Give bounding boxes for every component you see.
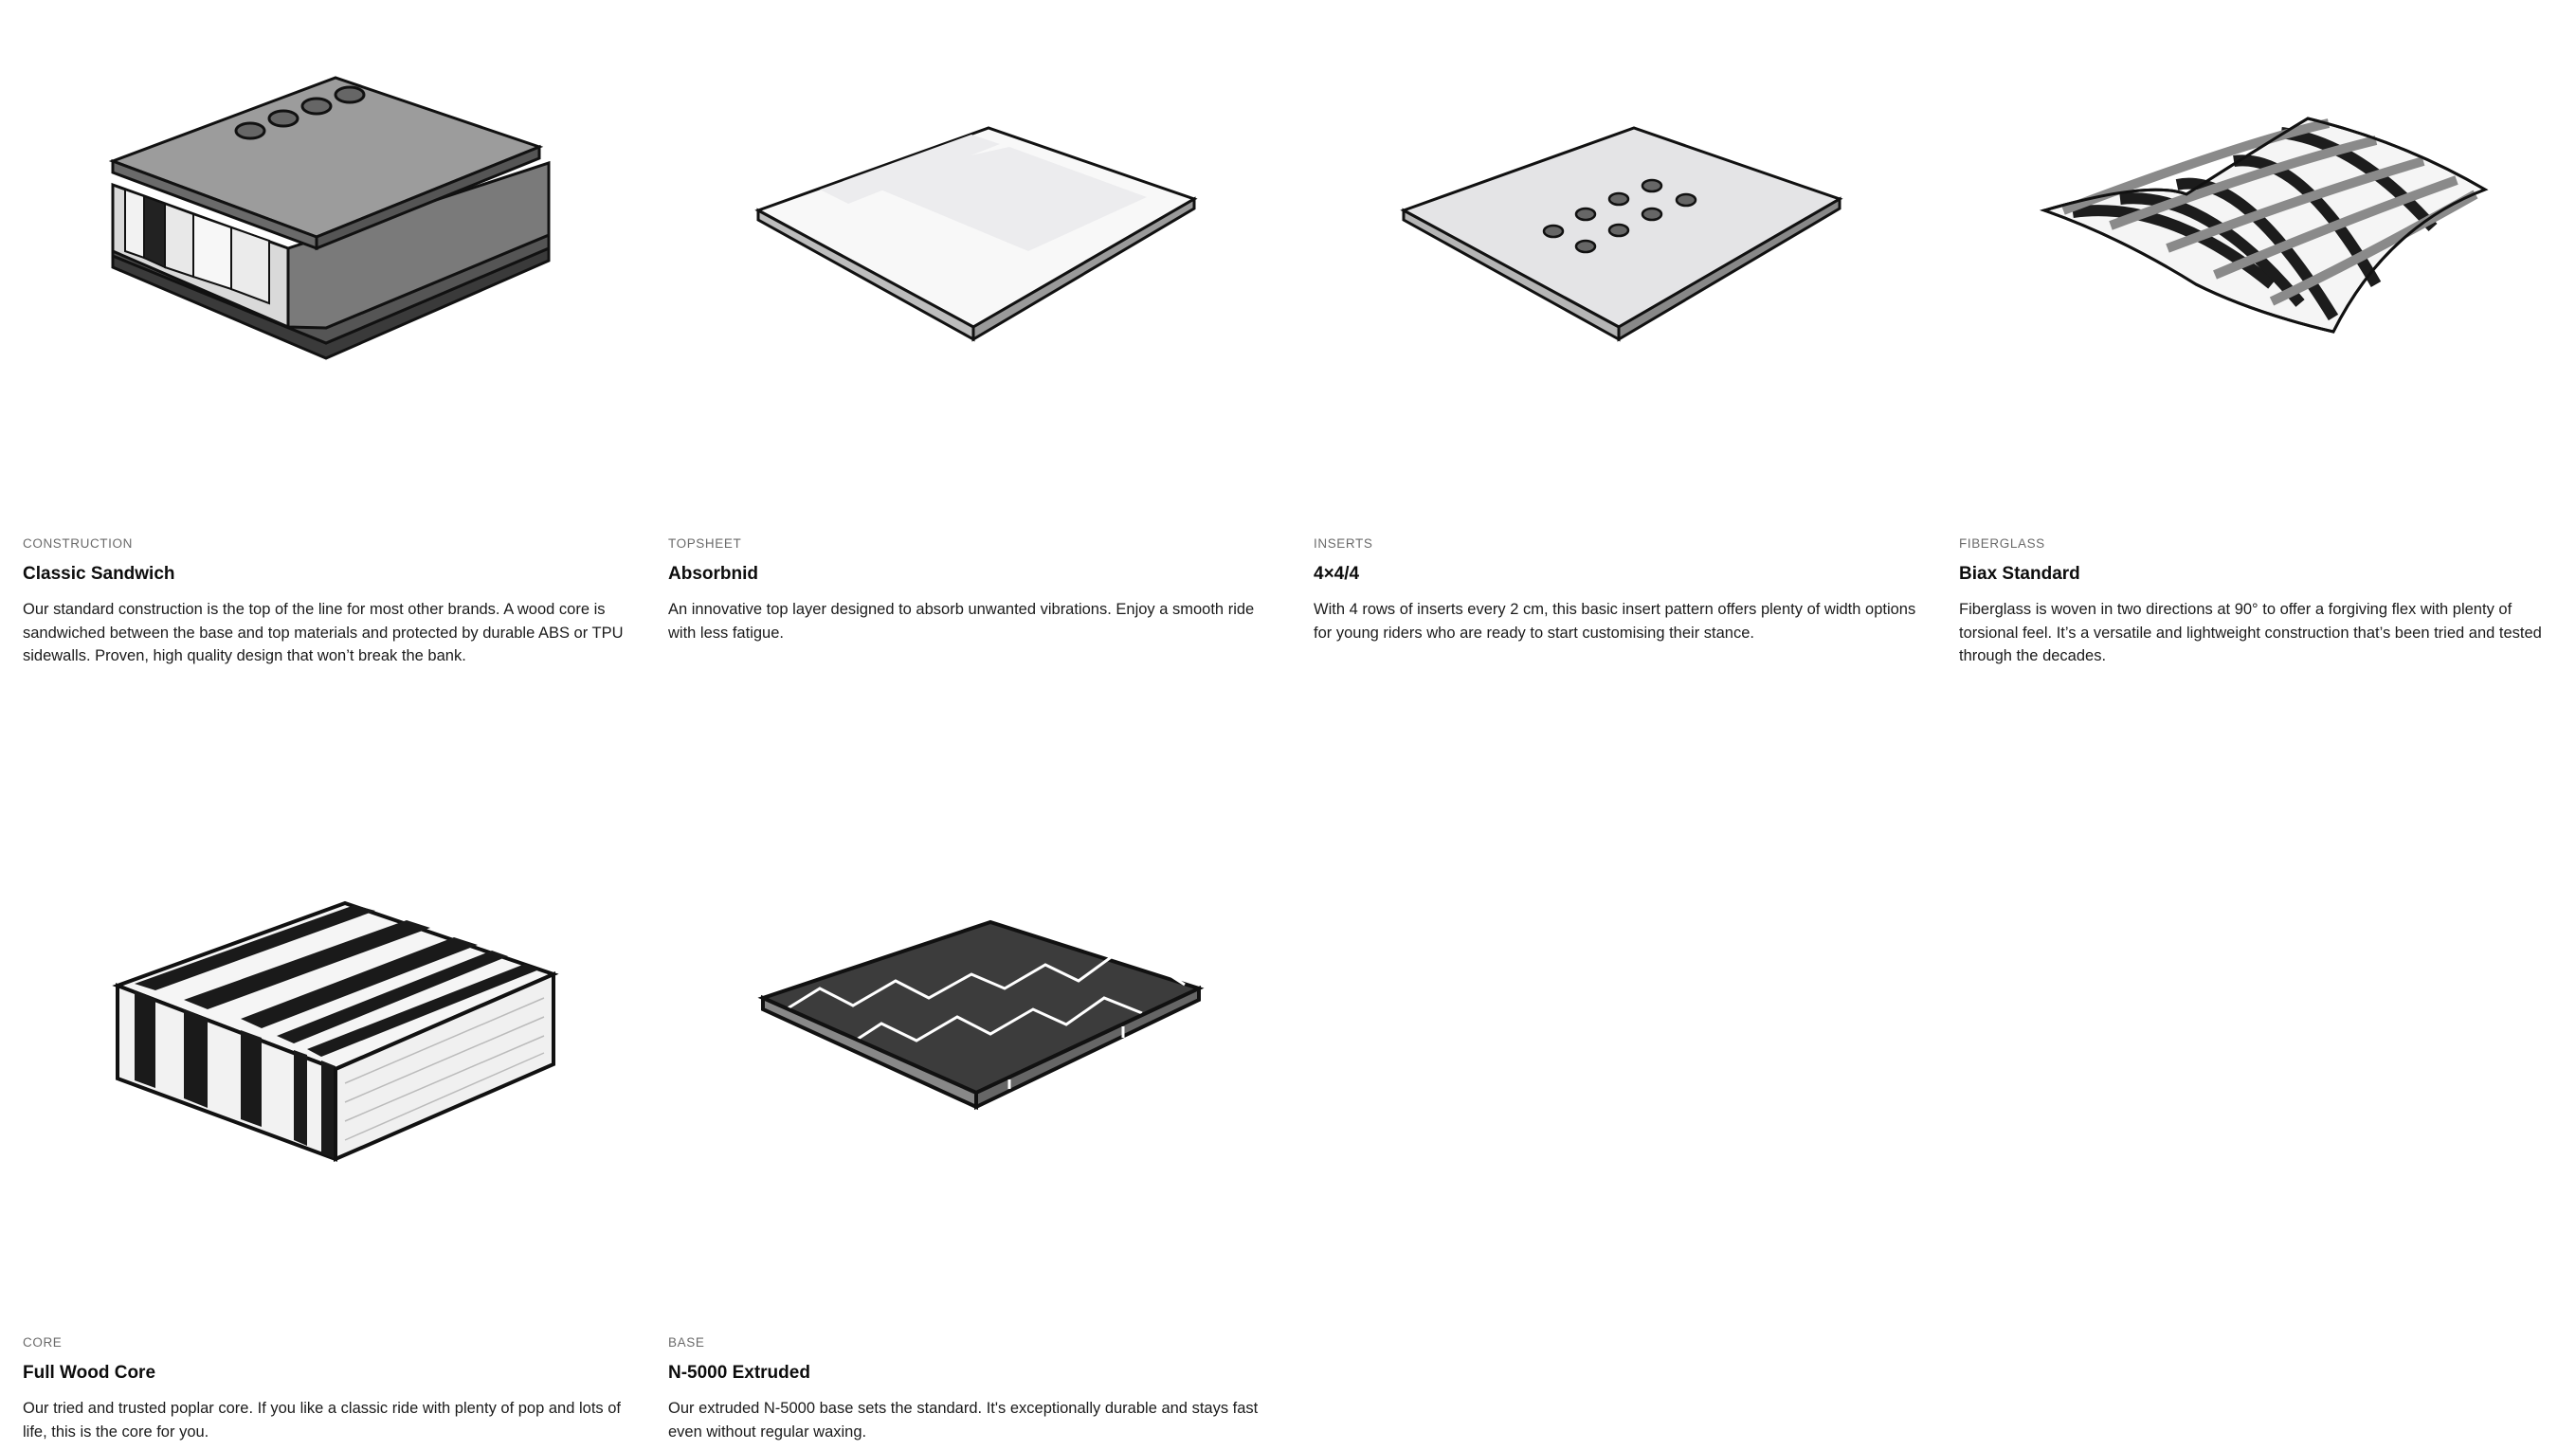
card-title: Full Wood Core xyxy=(23,1363,156,1383)
card-description: Our tried and trusted poplar core. If you like a classic ride with plenty of pop and lots of life, this is the core for you. xyxy=(23,1400,621,1441)
card-description: Our standard construction is the top of the line for most other brands. A wood core is sandwiched between the base and top materials and protected by durable ABS or TPU sidewalls. Proven, high quality design that won’t break the bank. xyxy=(23,601,624,664)
card-title: N-5000 Extruded xyxy=(668,1363,810,1383)
woven-fiberglass-illustration xyxy=(1959,0,2576,512)
card-category: TOPSHEET xyxy=(668,536,742,551)
card-title: Classic Sandwich xyxy=(23,564,175,584)
card-description: An innovative top layer designed to absorb unwanted vibrations. Enjoy a smooth ride with less fatigue. xyxy=(668,601,1255,642)
card-category: CORE xyxy=(23,1335,63,1350)
feature-card-base xyxy=(668,799,1294,1443)
extruded-base-illustration xyxy=(668,799,1294,1311)
feature-card-core xyxy=(23,799,648,1443)
card-title: 4×4/4 xyxy=(1314,564,1360,584)
feature-card-construction xyxy=(23,0,648,668)
feature-card-fiberglass xyxy=(1959,0,2576,668)
card-title: Biax Standard xyxy=(1959,564,2080,584)
card-description: Fiberglass is woven in two directions at 90° to offer a forgiving flex with plenty of torsional feel. It’s a versatile and lightweight construction that’s been tried and tested through the decades. xyxy=(1959,601,2542,664)
clear-topsheet-illustration xyxy=(668,0,1294,512)
card-title: Absorbnid xyxy=(668,564,758,584)
card-category: BASE xyxy=(668,1335,705,1350)
card-description: With 4 rows of inserts every 2 cm, this basic insert pattern offers plenty of width options for young riders who are ready to start customising their stance. xyxy=(1314,601,1916,642)
feature-card-topsheet xyxy=(668,0,1294,644)
sandwich-construction-illustration xyxy=(23,0,648,512)
feature-card-inserts xyxy=(1314,0,1939,644)
wood-core-illustration xyxy=(23,799,648,1311)
insert-pattern-illustration xyxy=(1314,0,1939,512)
card-category: FIBERGLASS xyxy=(1959,536,2045,551)
card-category: CONSTRUCTION xyxy=(23,536,133,551)
card-description: Our extruded N-5000 base sets the standard. It's exceptionally durable and stays fast even without regular waxing. xyxy=(668,1400,1259,1441)
card-category: INSERTS xyxy=(1314,536,1373,551)
